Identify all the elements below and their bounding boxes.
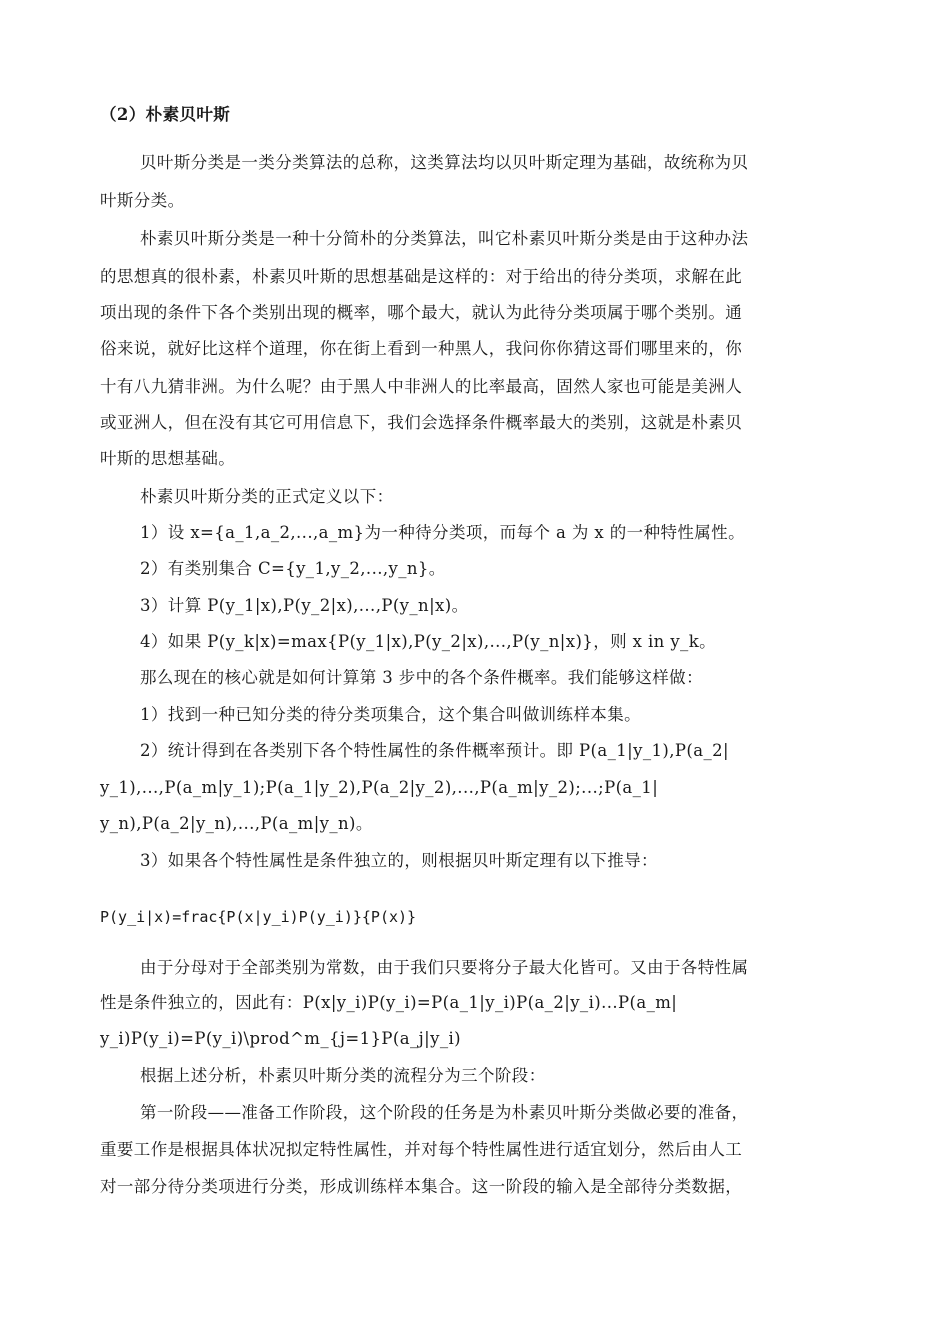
section-heading: （2）朴素贝叶斯 <box>100 105 231 124</box>
paragraph-line: 叶斯的思想基础。 <box>100 449 236 468</box>
formula: P(y_i|x)=frac{P(x|y_i)P(y_i)}{P(x)} <box>100 908 417 926</box>
paragraph-line: 那么现在的核心就是如何计算第 3 步中的各个条件概率。我们能够这样做： <box>140 668 703 687</box>
list-item: 2）统计得到在各类别下各个特性属性的条件概率预计。即 P(a_1|y_1),P(a_2| <box>140 741 729 760</box>
paragraph-line: 贝叶斯分类是一类分类算法的总称，这类算法均以贝叶斯定理为基础，故统称为贝 <box>140 153 749 172</box>
list-item: y_n),P(a_2|y_n),...,P(a_m|y_n)。 <box>100 814 373 833</box>
paragraph-line: 叶斯分类。 <box>100 191 185 210</box>
list-item: 3）计算 P(y_1|x),P(y_2|x),...,P(y_n|x)。 <box>140 596 469 615</box>
paragraph-line: 性是条件独立的，因此有：P(x|y_i)P(y_i)=P(a_1|y_i)P(a_2|y_i)...P(a_m| <box>100 993 678 1012</box>
paragraph-line: 项出现的条件下各个类别出现的概率，哪个最大，就认为此待分类项属于哪个类别。通 <box>100 303 743 322</box>
paragraph-line: 或亚洲人，但在没有其它可用信息下，我们会选择条件概率最大的类别，这就是朴素贝 <box>100 413 743 432</box>
list-item: y_1),...,P(a_m|y_1);P(a_1|y_2),P(a_2|y_2),...,P(a_m|y_2);...;P(a_1| <box>100 778 659 797</box>
list-item: 1）设 x={a_1,a_2,...,a_m}为一种待分类项，而每个 a 为 x 的一种特性属性。 <box>140 523 745 542</box>
paragraph-line: 朴素贝叶斯分类是一种十分简朴的分类算法，叫它朴素贝叶斯分类是由于这种办法 <box>140 229 749 248</box>
list-item: 4）如果 P(y_k|x)=max{P(y_1|x),P(y_2|x),...,P(y_n|x)}，则 x in y_k。 <box>140 632 717 651</box>
paragraph-line: 由于分母对于全部类别为常数，由于我们只要将分子最大化皆可。又由于各特性属 <box>140 958 749 977</box>
list-item: 3）如果各个特性属性是条件独立的，则根据贝叶斯定理有以下推导： <box>140 851 658 870</box>
paragraph-line: 第一阶段——准备工作阶段，这个阶段的任务是为朴素贝叶斯分类做必要的准备， <box>140 1103 749 1122</box>
paragraph-line: 的思想真的很朴素，朴素贝叶斯的思想基础是这样的：对于给出的待分类项，求解在此 <box>100 267 743 286</box>
paragraph-line: 重要工作是根据具体状况拟定特性属性，并对每个特性属性进行适宜划分，然后由人工 <box>100 1140 743 1159</box>
paragraph-line: 根据上述分析，朴素贝叶斯分类的流程分为三个阶段： <box>140 1066 546 1085</box>
paragraph-line: y_i)P(y_i)=P(y_i)\prod^m_{j=1}P(a_j|y_i) <box>100 1029 462 1048</box>
paragraph-line: 十有八九猜非洲。为什么呢？由于黑人中非洲人的比率最高，固然人家也可能是美洲人 <box>100 377 743 396</box>
paragraph-line: 对一部分待分类项进行分类，形成训练样本集合。这一阶段的输入是全部待分类数据， <box>100 1177 743 1196</box>
list-item: 2）有类别集合 C={y_1,y_2,...,y_n}。 <box>140 559 446 578</box>
paragraph-line: 朴素贝叶斯分类的正式定义以下： <box>140 487 394 506</box>
list-item: 1）找到一种已知分类的待分类项集合，这个集合叫做训练样本集。 <box>140 705 641 724</box>
paragraph-line: 俗来说，就好比这样个道理，你在街上看到一种黑人，我问你你猜这哥们哪里来的，你 <box>100 339 743 358</box>
